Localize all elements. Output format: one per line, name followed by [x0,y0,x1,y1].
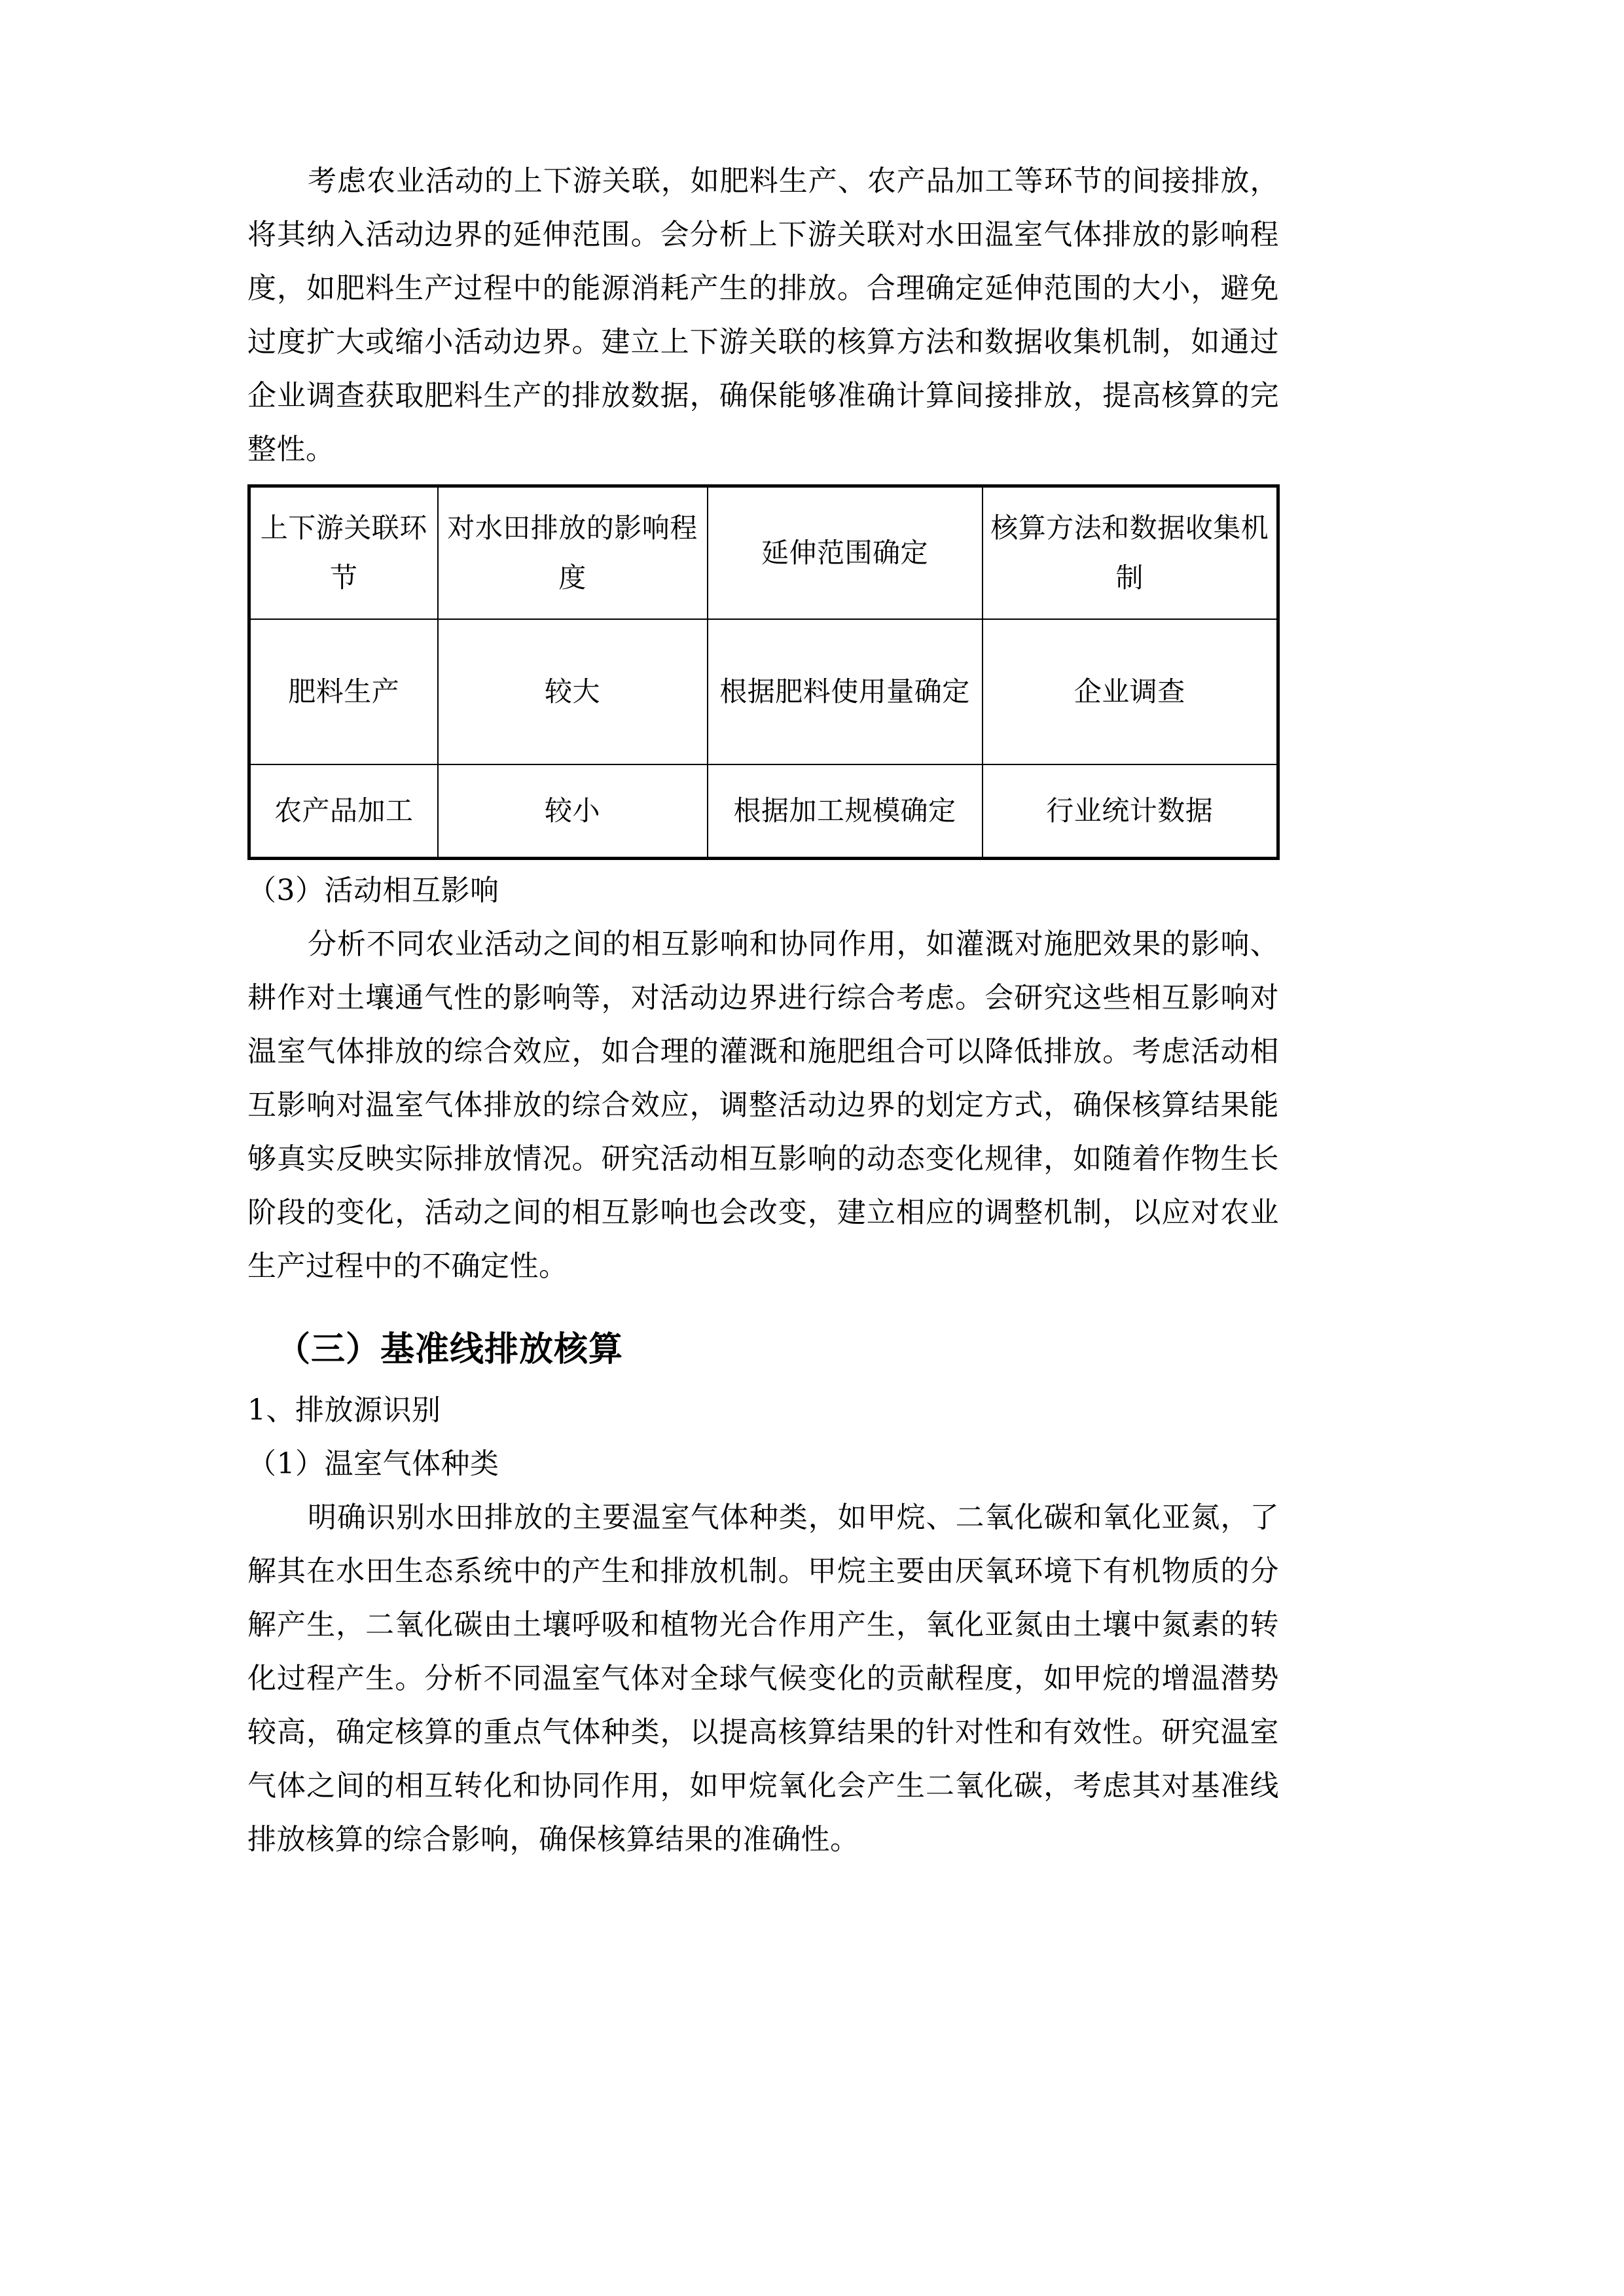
heading-emission-source-identification: 1、排放源识别 [247,1393,441,1427]
table-row [249,619,1278,764]
table-header-impact: 对水田排放的影响程度 [438,486,708,620]
table-cell-link: 农产品加工 [249,764,438,859]
section-spacer [247,1293,1279,1316]
upstream-downstream-table [247,484,1280,860]
paragraph-activity-interaction: 分析不同农业活动之间的相互影响和协同作用，如灌溉对施肥效果的影响、耕作对土壤通气性的影响等，对活动边界进行综合考虑。会研究这些相互影响对温室气体排放的综合效应，如合理的灌溉和施肥组合可以降低排放。考虑活动相互影响对温室气体排放的综合效应，调整活动边界的划定方式，确保核算结果能够真实反映实际排放情况。研究活动相互影响的动态变化规律，如随着作物生长阶段的变化，活动之间的相互影响也会改变，建立相应的调整机制，以应对农业生产过程中的不确定性。 [247,927,1279,1283]
heading-baseline-emission-accounting: （三）基准线排放核算 [276,1329,624,1369]
table-header-method: 核算方法和数据收集机制 [983,486,1278,620]
page-content [247,154,1279,1867]
table-cell-method: 行业统计数据 [983,764,1278,859]
table-cell-impact: 较大 [438,619,708,764]
table-container [247,484,1279,860]
table-cell-method: 企业调查 [983,619,1278,764]
heading-activity-interaction: （3）活动相互影响 [247,874,499,907]
table-header-link: 上下游关联环节 [249,486,438,620]
paragraph-greenhouse-gas-types: 明确识别水田排放的主要温室气体种类，如甲烷、二氧化碳和氧化亚氮，了解其在水田生态系统中的产生和排放机制。甲烷主要由厌氧环境下有机物质的分解产生，二氧化碳由土壤呼吸和植物光合作用产生，氧化亚氮由土壤中氮素的转化过程产生。分析不同温室气体对全球气候变化的贡献程度，如甲烷的增温潜势较高，确定核算的重点气体种类，以提高核算结果的针对性和有效性。研究温室气体之间的相互转化和协同作用，如甲烷氧化会产生二氧化碳，考虑其对基准线排放核算的综合影响，确保核算结果的准确性。 [247,1501,1279,1856]
table-header-row [249,486,1278,620]
table-cell-extent: 根据加工规模确定 [708,764,983,859]
table-cell-impact: 较小 [438,764,708,859]
table-cell-link: 肥料生产 [249,619,438,764]
table-row [249,764,1278,859]
table-cell-extent: 根据肥料使用量确定 [708,619,983,764]
paragraph-upstream-downstream: 考虑农业活动的上下游关联，如肥料生产、农产品加工等环节的间接排放，将其纳入活动边界的延伸范围。会分析上下游关联对水田温室气体排放的影响程度，如肥料生产过程中的能源消耗产生的排放。合理确定延伸范围的大小，避免过度扩大或缩小活动边界。建立上下游关联的核算方法和数据收集机制，如通过企业调查获取肥料生产的排放数据，确保能够准确计算间接排放，提高核算的完整性。 [247,164,1279,466]
table-header-extent: 延伸范围确定 [708,486,983,620]
heading-greenhouse-gas-types: （1）温室气体种类 [247,1447,499,1480]
